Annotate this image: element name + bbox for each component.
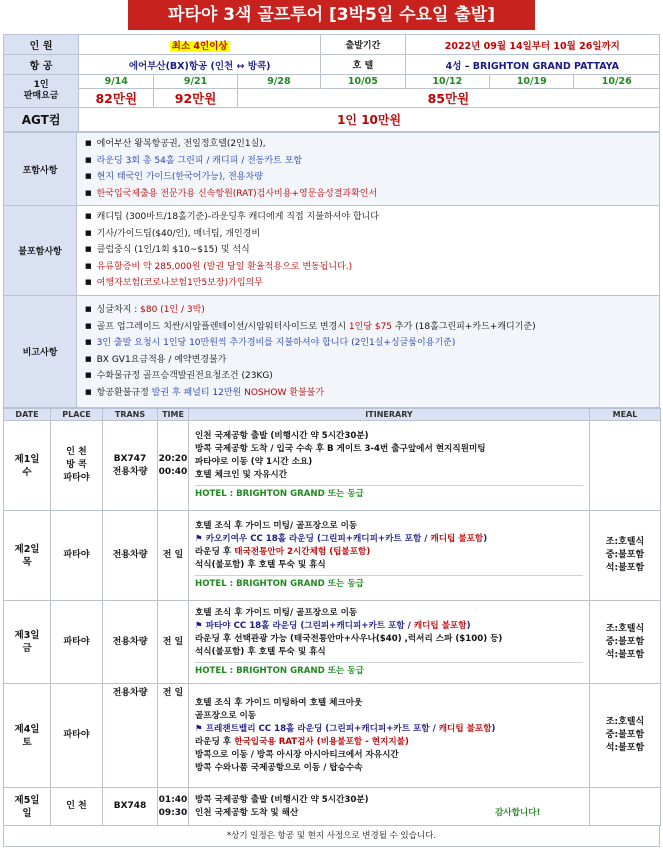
itinerary-trans-line: BX748: [113, 801, 147, 811]
included-item: ■ 에어부산 왕복항공권, 전일정호텔(2인1실),: [85, 136, 659, 153]
air-value: 에어부산(BX)항공 (인천 ↔ 방콕): [79, 55, 321, 75]
itinerary-detail: [189, 788, 590, 826]
departure-date: 10/12: [405, 75, 489, 89]
itinerary-row: [4, 511, 661, 601]
itinerary-meal: [590, 511, 661, 601]
itinerary-hotel: HOTEL : BRIGHTON GRAND 또는 동급: [195, 485, 583, 501]
hotel-label: 호 텔: [321, 55, 405, 75]
itinerary-trans: [103, 601, 158, 684]
price-label-line2: 판매요금: [23, 91, 59, 101]
excluded-label: 불포함사항: [4, 206, 77, 296]
itinerary-place-line: 인 천: [66, 801, 87, 811]
itinerary-row: [4, 421, 661, 511]
itinerary-date: [4, 601, 51, 684]
itinerary-trans-line: 전용차량: [112, 636, 148, 647]
itinerary-row: [4, 601, 661, 684]
included-item: ■ 라운딩 3회 총 54홀 그린피 / 캐디피 / 전동카트 포함: [85, 153, 659, 170]
departure-date: 9/14: [79, 75, 154, 89]
header-time: TIME: [158, 409, 189, 421]
itinerary-line: 파타야로 이동 (약 1시간 소요): [195, 457, 313, 467]
itinerary-meal-line: 조:호텔식: [605, 537, 645, 547]
included-item: ■ 현지 태국인 가이드(한국어가능), 전용차량: [85, 169, 659, 186]
itinerary-meal: [590, 788, 661, 826]
remarks-label: 비고사항: [4, 296, 77, 408]
excluded-item: ■ 여행자보험(코로나보험1만5보장)가입의무: [85, 275, 659, 292]
period-value: 2022년 09월 14일부터 10월 26일까지: [405, 35, 659, 55]
remarks-item: [85, 335, 659, 352]
price-value: 92만원: [154, 89, 237, 108]
itinerary-meal-line: 석:불포함: [605, 563, 645, 573]
itinerary-time-line: 01:40: [158, 794, 188, 805]
included-cell: [77, 133, 660, 206]
header-meal: MEAL: [590, 409, 661, 421]
excluded-item: ■ 기사/가이드팁($40/인), 매너팁, 개인경비: [85, 226, 659, 243]
included-label: 포함사항: [4, 133, 77, 206]
itinerary-date-line: 제3일: [14, 630, 40, 641]
itinerary-line: 라운딩 후 태국전통안마 2시간체험 (팁불포함): [195, 547, 371, 557]
itinerary-line: 석식(불포함) 후 호텔 투숙 및 휴식: [195, 560, 326, 570]
remarks-item: [85, 385, 659, 402]
hotel-value: 4성 – BRIGHTON GRAND PATTAYA: [405, 55, 659, 75]
people-cell: [79, 35, 321, 55]
remarks-text: BX GV1요금적용 / 예약변경불가: [96, 354, 227, 365]
itinerary-date-line: 제1일: [14, 453, 40, 465]
remarks-text: 항공환불규정: [96, 387, 152, 398]
itinerary-trans: [103, 684, 158, 788]
itinerary-date-line: 토: [22, 736, 32, 748]
itinerary-line: 방콕 국제공항 출발 (비행시간 약 5시간30분): [195, 794, 369, 805]
itinerary-date-line: 제2일: [14, 543, 40, 555]
remarks-text: 발권 후 패널티 12만원: [151, 387, 245, 398]
thanks-text: 감사합니다!: [495, 807, 541, 818]
itinerary-date: [4, 684, 51, 788]
header-date: DATE: [4, 409, 51, 421]
itinerary-date: [4, 511, 51, 601]
departure-date: 9/21: [154, 75, 237, 89]
footnote: *상기 일정은 항공 및 현지 사정으로 변경될 수 있습니다.: [3, 826, 660, 847]
header-itinerary: ITINERARY: [189, 409, 590, 421]
itinerary-line: 방콕으로 이동 / 방콕 아시장 아시아티크에서 자유시간: [195, 749, 399, 760]
remarks-text: 싱글차지 :: [96, 305, 141, 315]
header-place: PLACE: [51, 409, 103, 421]
itinerary-hotel: HOTEL : BRIGHTON GRAND 또는 동급: [195, 662, 583, 678]
itinerary-trans-line: 전용차량: [112, 550, 148, 560]
itinerary-time-line: 20:20: [158, 453, 188, 464]
itinerary-place-line: 파타야: [63, 730, 90, 740]
itinerary-meal-line: 석:불포함: [605, 743, 645, 753]
itinerary-time-line: 전 일: [162, 550, 184, 560]
itinerary-detail: [189, 421, 590, 511]
min-people: 최소 4인이상: [171, 40, 228, 52]
price-label: [4, 75, 79, 108]
itinerary-detail: [189, 511, 590, 601]
page-title: 파타야 3색 골프투어 [3박5일 수요일 출발]: [128, 0, 535, 30]
itinerary-line: 라운딩 후 선택관광 가능 (태국전통안마+사우나($40) ,럭셔리 스파 ($100) 등): [195, 633, 503, 644]
summary-table: [3, 34, 660, 132]
itinerary-date-line: 금: [22, 643, 32, 654]
remarks-text: $80 (1인 / 3박): [140, 305, 205, 315]
agt-label: AGT컴: [4, 108, 79, 132]
excluded-list: [77, 206, 659, 295]
excluded-item: ■ 유류할증비 약 285,000원 (발권 당일 환율적용으로 변동됩니다.): [85, 259, 659, 276]
itinerary-time-line: 00:40: [158, 466, 188, 477]
included-list: [77, 133, 659, 205]
itinerary-row: [4, 684, 661, 788]
itinerary-time: [158, 421, 189, 511]
air-label: 항 공: [4, 55, 79, 75]
itinerary-time: [158, 511, 189, 601]
people-label: 인 원: [4, 35, 79, 55]
itinerary-line: 호텔 조식 후 가이드 미팅/ 골프장으로 이동: [195, 607, 358, 618]
itinerary-date-line: 제4일: [14, 723, 40, 735]
itinerary-time-line: 09:30: [158, 807, 188, 818]
excluded-item: ■ 캐디팁 (300바트/18홀기준)-라운딩후 캐디에게 직접 지불하셔야 합니다: [85, 209, 659, 226]
itinerary-date: [4, 788, 51, 826]
itinerary-time: [158, 684, 189, 788]
itinerary-trans-line: BX747: [113, 453, 147, 464]
itinerary-meal-line: 중:불포함: [605, 730, 645, 740]
itinerary-trans: [103, 788, 158, 826]
itinerary-time: [158, 788, 189, 826]
itinerary-meal-line: 석:불포함: [605, 649, 645, 660]
itinerary-meal-line: 조:호텔식: [605, 623, 645, 634]
itinerary-time-line: 전 일: [162, 688, 184, 698]
departure-date: 10/19: [490, 75, 574, 89]
remarks-text: 추가 (18홀그린피+카드+캐디기준): [392, 321, 536, 332]
itinerary-line: 라운딩 후 한국입국용 RAT검사 (비용불포함 - 현지지불): [195, 736, 409, 747]
itinerary-date-line: 수: [22, 466, 32, 478]
itinerary-meal: [590, 684, 661, 788]
itinerary-place: [51, 421, 103, 511]
remarks-text: 수화물규정 골프승객발권전요청조건 (23KG): [96, 371, 273, 381]
itinerary-place-line: 인 천: [66, 447, 87, 457]
itinerary-line: 방콕 국제공항 도착 / 입국 수속 후 B 게이트 3-4번 출구앞에서 현지직원미팅: [195, 444, 486, 454]
itinerary-place: [51, 511, 103, 601]
itinerary-line: ⚑ 파타야 CC 18홀 라운딩 (그린피+캐디피+카트 포함 / 캐디팁 불포함): [195, 620, 471, 631]
itinerary-place-line: 파타야: [63, 636, 90, 647]
itinerary-meal: [590, 601, 661, 684]
itinerary-place: [51, 601, 103, 684]
itinerary-line: 호텔 조식 후 가이드 미팅하여 호텔 체크아웃: [195, 697, 363, 708]
itinerary-hotel: HOTEL : BRIGHTON GRAND 또는 동급: [195, 575, 583, 591]
remarks-cell: [77, 296, 660, 408]
price-value: 82만원: [79, 89, 154, 108]
header-trans: TRANS: [103, 409, 158, 421]
excluded-item: ■ 클럽중식 (1인/1회 $10~$15) 및 석식: [85, 242, 659, 259]
departure-date: 9/28: [237, 75, 320, 89]
itinerary-date-line: 제5일: [14, 794, 40, 806]
remarks-item: [85, 352, 659, 369]
departure-date: 10/05: [321, 75, 405, 89]
itinerary-line: 호텔 조식 후 가이드 미팅/ 골프장으로 이동: [195, 521, 358, 531]
itinerary-trans: [103, 421, 158, 511]
itinerary-date: [4, 421, 51, 511]
itinerary-meal-line: 중:불포함: [605, 550, 645, 560]
remarks-text: 골프 업그레이드 치싼/시암플렌테이션/시암워터사이드로 변경시: [96, 321, 349, 332]
itinerary-meal-line: 중:불포함: [605, 636, 645, 647]
remarks-text: 1인당 $75: [348, 321, 393, 332]
itinerary-detail: [189, 684, 590, 788]
itinerary-place: [51, 788, 103, 826]
itinerary-line: 석식(불포함) 후 호텔 투숙 및 휴식: [195, 646, 326, 657]
itinerary-line: ⚑ 카오키여우 CC 18홀 라운딩 (그린피+캐디피+카트 포함 / 캐디팁 불포함): [195, 534, 488, 544]
remarks-text: NOSHOW 환불불가: [244, 387, 325, 398]
period-label: 출발기간: [321, 35, 405, 55]
remarks-text: (2인1실+싱글룸이용기준): [351, 338, 456, 348]
itinerary-time: [158, 601, 189, 684]
agt-value: 1인 10만원: [79, 108, 660, 132]
itinerary-date-line: 일: [22, 807, 32, 819]
itinerary-table: [3, 408, 661, 826]
remarks-item: [85, 368, 659, 385]
included-item: ■ 한국입국제출용 전문가용 신속항원(RAT)검사비용+영문음성결과확인서: [85, 186, 659, 203]
itinerary-line: ⚑ 프레잰트밸리 CC 18홀 라운딩 (그린피+캐디피+카트 포함 / 캐디팁 불포함): [195, 723, 496, 734]
itinerary-date-line: 목: [22, 556, 32, 568]
itinerary-place-line: 파타야: [63, 550, 90, 560]
excluded-cell: [77, 206, 660, 296]
itinerary-place: [51, 684, 103, 788]
itinerary-line: 호텔 체크인 및 자유시간: [195, 470, 287, 480]
remarks-item: [85, 302, 659, 319]
itinerary-place-line: 파타야: [63, 473, 90, 483]
itinerary-meal-line: 조:호텔식: [605, 717, 645, 727]
price-label-line1: 1인: [33, 80, 49, 90]
itinerary-meal: [590, 421, 661, 511]
itinerary-row: [4, 788, 661, 826]
itinerary-line: 방콕 수와나품 국제공항으로 이동 / 탑승수속: [195, 762, 363, 773]
itinerary-trans: [103, 511, 158, 601]
itinerary-place-line: 방 콕: [66, 460, 87, 470]
price-value: 85만원: [237, 89, 659, 108]
itinerary-line: 인천 국제공항 도착 및 해산 감사합니다!: [195, 807, 541, 818]
remarks-text: 3인 출발 요청시 1인당 10만원씩 추가경비를 지불하셔야 합니다: [96, 338, 352, 348]
itinerary-line: 인천 국제공항 출발 (비행시간 약 5시간30분): [195, 431, 369, 441]
remarks-item: [85, 319, 659, 336]
remarks-list: [77, 299, 659, 404]
itinerary-time-line: 전 일: [162, 636, 184, 647]
departure-date: 10/26: [574, 75, 660, 89]
itinerary-trans-line: 전용차량: [112, 688, 148, 698]
itinerary-line: 골프장으로 이동: [195, 710, 257, 721]
conditions-table: [3, 132, 660, 408]
itinerary-trans-line: 전용차량: [112, 466, 148, 477]
itinerary-detail: [189, 601, 590, 684]
